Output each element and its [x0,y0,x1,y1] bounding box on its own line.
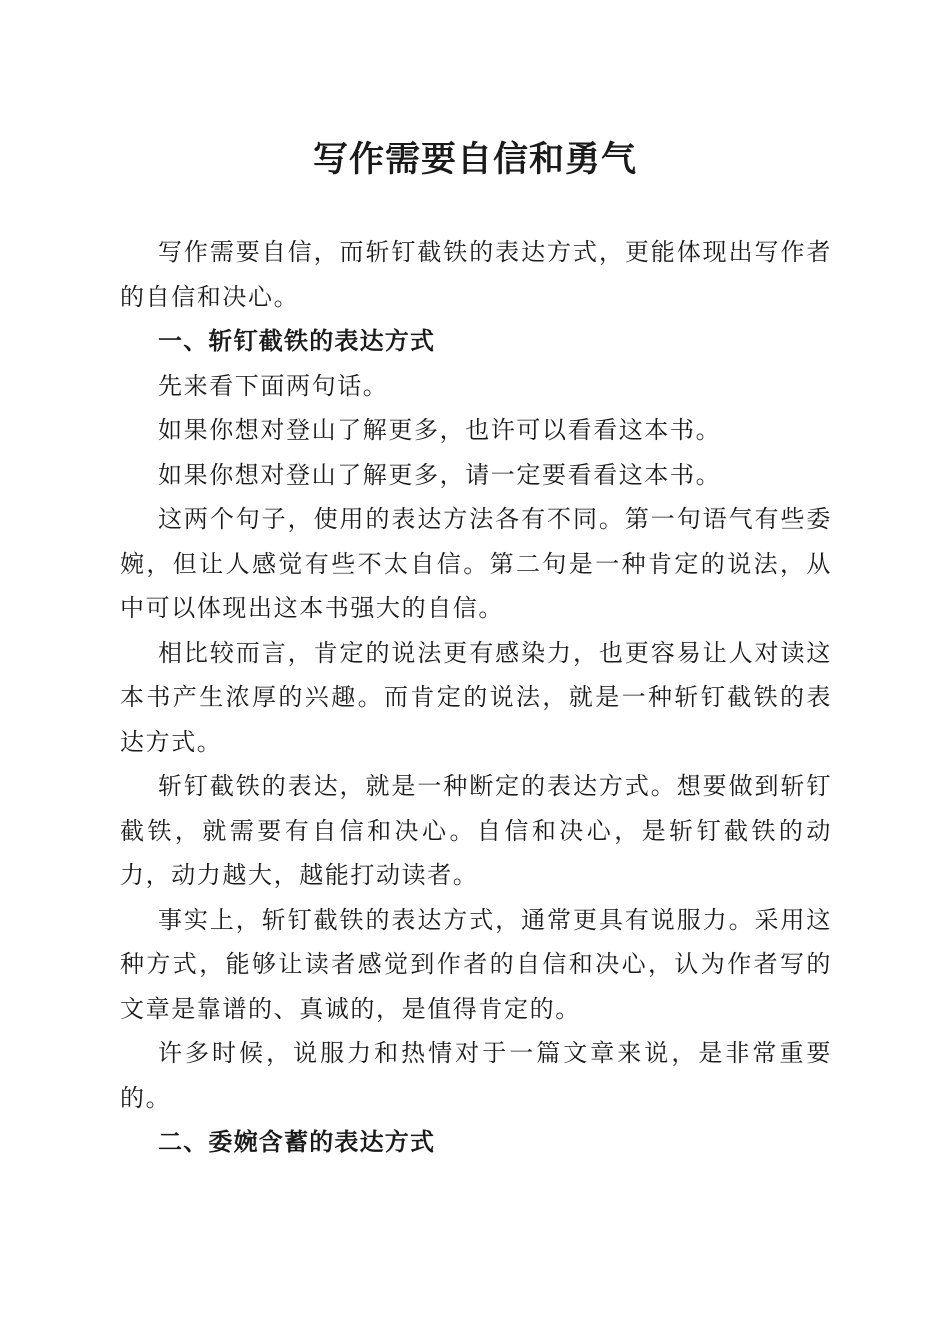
page-title: 写作需要自信和勇气 [312,139,637,180]
section-heading: 一、斩钉截铁的表达方式 [158,327,436,355]
paragraph: 许多时候，说服力和热情对于一篇文章来说，是非常重要的。 [120,1039,832,1112]
paragraph: 如果你想对登山了解更多，请一定要看看这本书。 [158,460,722,489]
paragraph: 斩钉截铁的表达，就是一种断定的表达方式。想要做到斩钉截铁，就需要有自信和决心。自信和决心，是斩钉截铁的动力，动力越大，越能打动读者。 [120,772,832,889]
paragraph: 如果你想对登山了解更多，也许可以看看这本书。 [158,416,722,444]
paragraph: 事实上，斩钉截铁的表达方式，通常更具有说服力。采用这种方式，能够让读者感觉到作者的自信和决心，认为作者写的文章是靠谱的、真诚的，是值得肯定的。 [120,905,832,1023]
paragraph: 相比较而言，肯定的说法更有感染力，也更容易让人对读这本书产生浓厚的兴趣。而肯定的说法，就是一种斩钉截铁的表达方式。 [120,638,832,756]
paragraph: 这两个句子，使用的表达方法各有不同。第一句语气有些委婉，但让人感觉有些不太自信。第二句是一种肯定的说法，从中可以体现出这本书强大的自信。 [120,505,832,622]
paragraph: 写作需要自信，而斩钉截铁的表达方式，更能体现出写作者的自信和决心。 [120,238,832,311]
section-heading: 二、委婉含蓄的表达方式 [158,1128,436,1156]
paragraph: 先来看下面两句话。 [158,371,389,400]
document-body [120,230,832,1165]
